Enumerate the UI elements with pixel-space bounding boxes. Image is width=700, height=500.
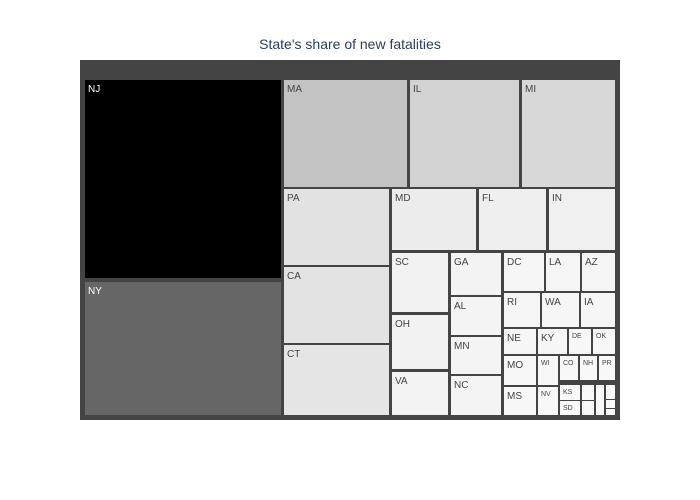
- tile-label-va: VA: [395, 376, 408, 387]
- tile-label-wi: WI: [541, 360, 550, 367]
- tile-small-37[interactable]: [582, 385, 594, 400]
- tile-label-sd: SD: [563, 405, 573, 412]
- chart-title: State's share of new fatalities: [259, 36, 441, 52]
- tile-il[interactable]: [410, 80, 519, 187]
- tile-label-il: IL: [413, 84, 422, 95]
- tile-label-ky: KY: [541, 333, 555, 344]
- tile-label-nj: NJ: [88, 84, 101, 95]
- tile-label-mo: MO: [507, 360, 524, 371]
- tile-label-ia: IA: [584, 297, 594, 308]
- tile-label-pr: PR: [602, 360, 612, 367]
- tile-label-ok: OK: [596, 333, 607, 340]
- tile-mi[interactable]: [522, 80, 615, 187]
- tile-label-ks: KS: [563, 389, 573, 396]
- tile-small-40[interactable]: [606, 385, 615, 399]
- tile-label-in: IN: [552, 193, 562, 204]
- tile-label-az: AZ: [585, 257, 598, 268]
- tile-label-wa: WA: [545, 297, 561, 308]
- tile-small-39[interactable]: [596, 385, 604, 415]
- tile-small-38[interactable]: [582, 401, 594, 415]
- tile-label-co: CO: [563, 360, 574, 367]
- tile-label-ne: NE: [507, 333, 521, 344]
- tile-label-nc: NC: [454, 380, 469, 391]
- tile-label-mn: MN: [454, 341, 470, 352]
- tile-label-ny: NY: [88, 286, 102, 297]
- tile-ma[interactable]: [284, 80, 407, 187]
- tile-label-al: AL: [454, 301, 467, 312]
- tile-label-sc: SC: [395, 257, 409, 268]
- tile-label-ca: CA: [287, 271, 301, 282]
- tile-label-dc: DC: [507, 257, 522, 268]
- tile-label-ga: GA: [454, 257, 469, 268]
- tile-nj[interactable]: [85, 80, 281, 278]
- tile-label-pa: PA: [287, 193, 300, 204]
- tile-label-de: DE: [572, 333, 582, 340]
- tile-ny[interactable]: [85, 282, 281, 415]
- tile-label-ri: RI: [507, 297, 517, 308]
- tile-label-nh: NH: [583, 360, 594, 367]
- tile-label-mi: MI: [525, 84, 537, 95]
- tile-label-la: LA: [549, 257, 562, 268]
- tile-label-oh: OH: [395, 319, 410, 330]
- tile-small-41[interactable]: [606, 400, 615, 408]
- tile-label-ma: MA: [287, 84, 302, 95]
- tile-label-ct: CT: [287, 349, 301, 360]
- tile-label-nv: NV: [541, 391, 551, 398]
- tile-label-ms: MS: [507, 391, 522, 402]
- tile-pa[interactable]: [284, 189, 389, 265]
- tile-small-42[interactable]: [606, 409, 615, 415]
- tile-label-fl: FL: [482, 193, 494, 204]
- tile-label-md: MD: [395, 193, 411, 204]
